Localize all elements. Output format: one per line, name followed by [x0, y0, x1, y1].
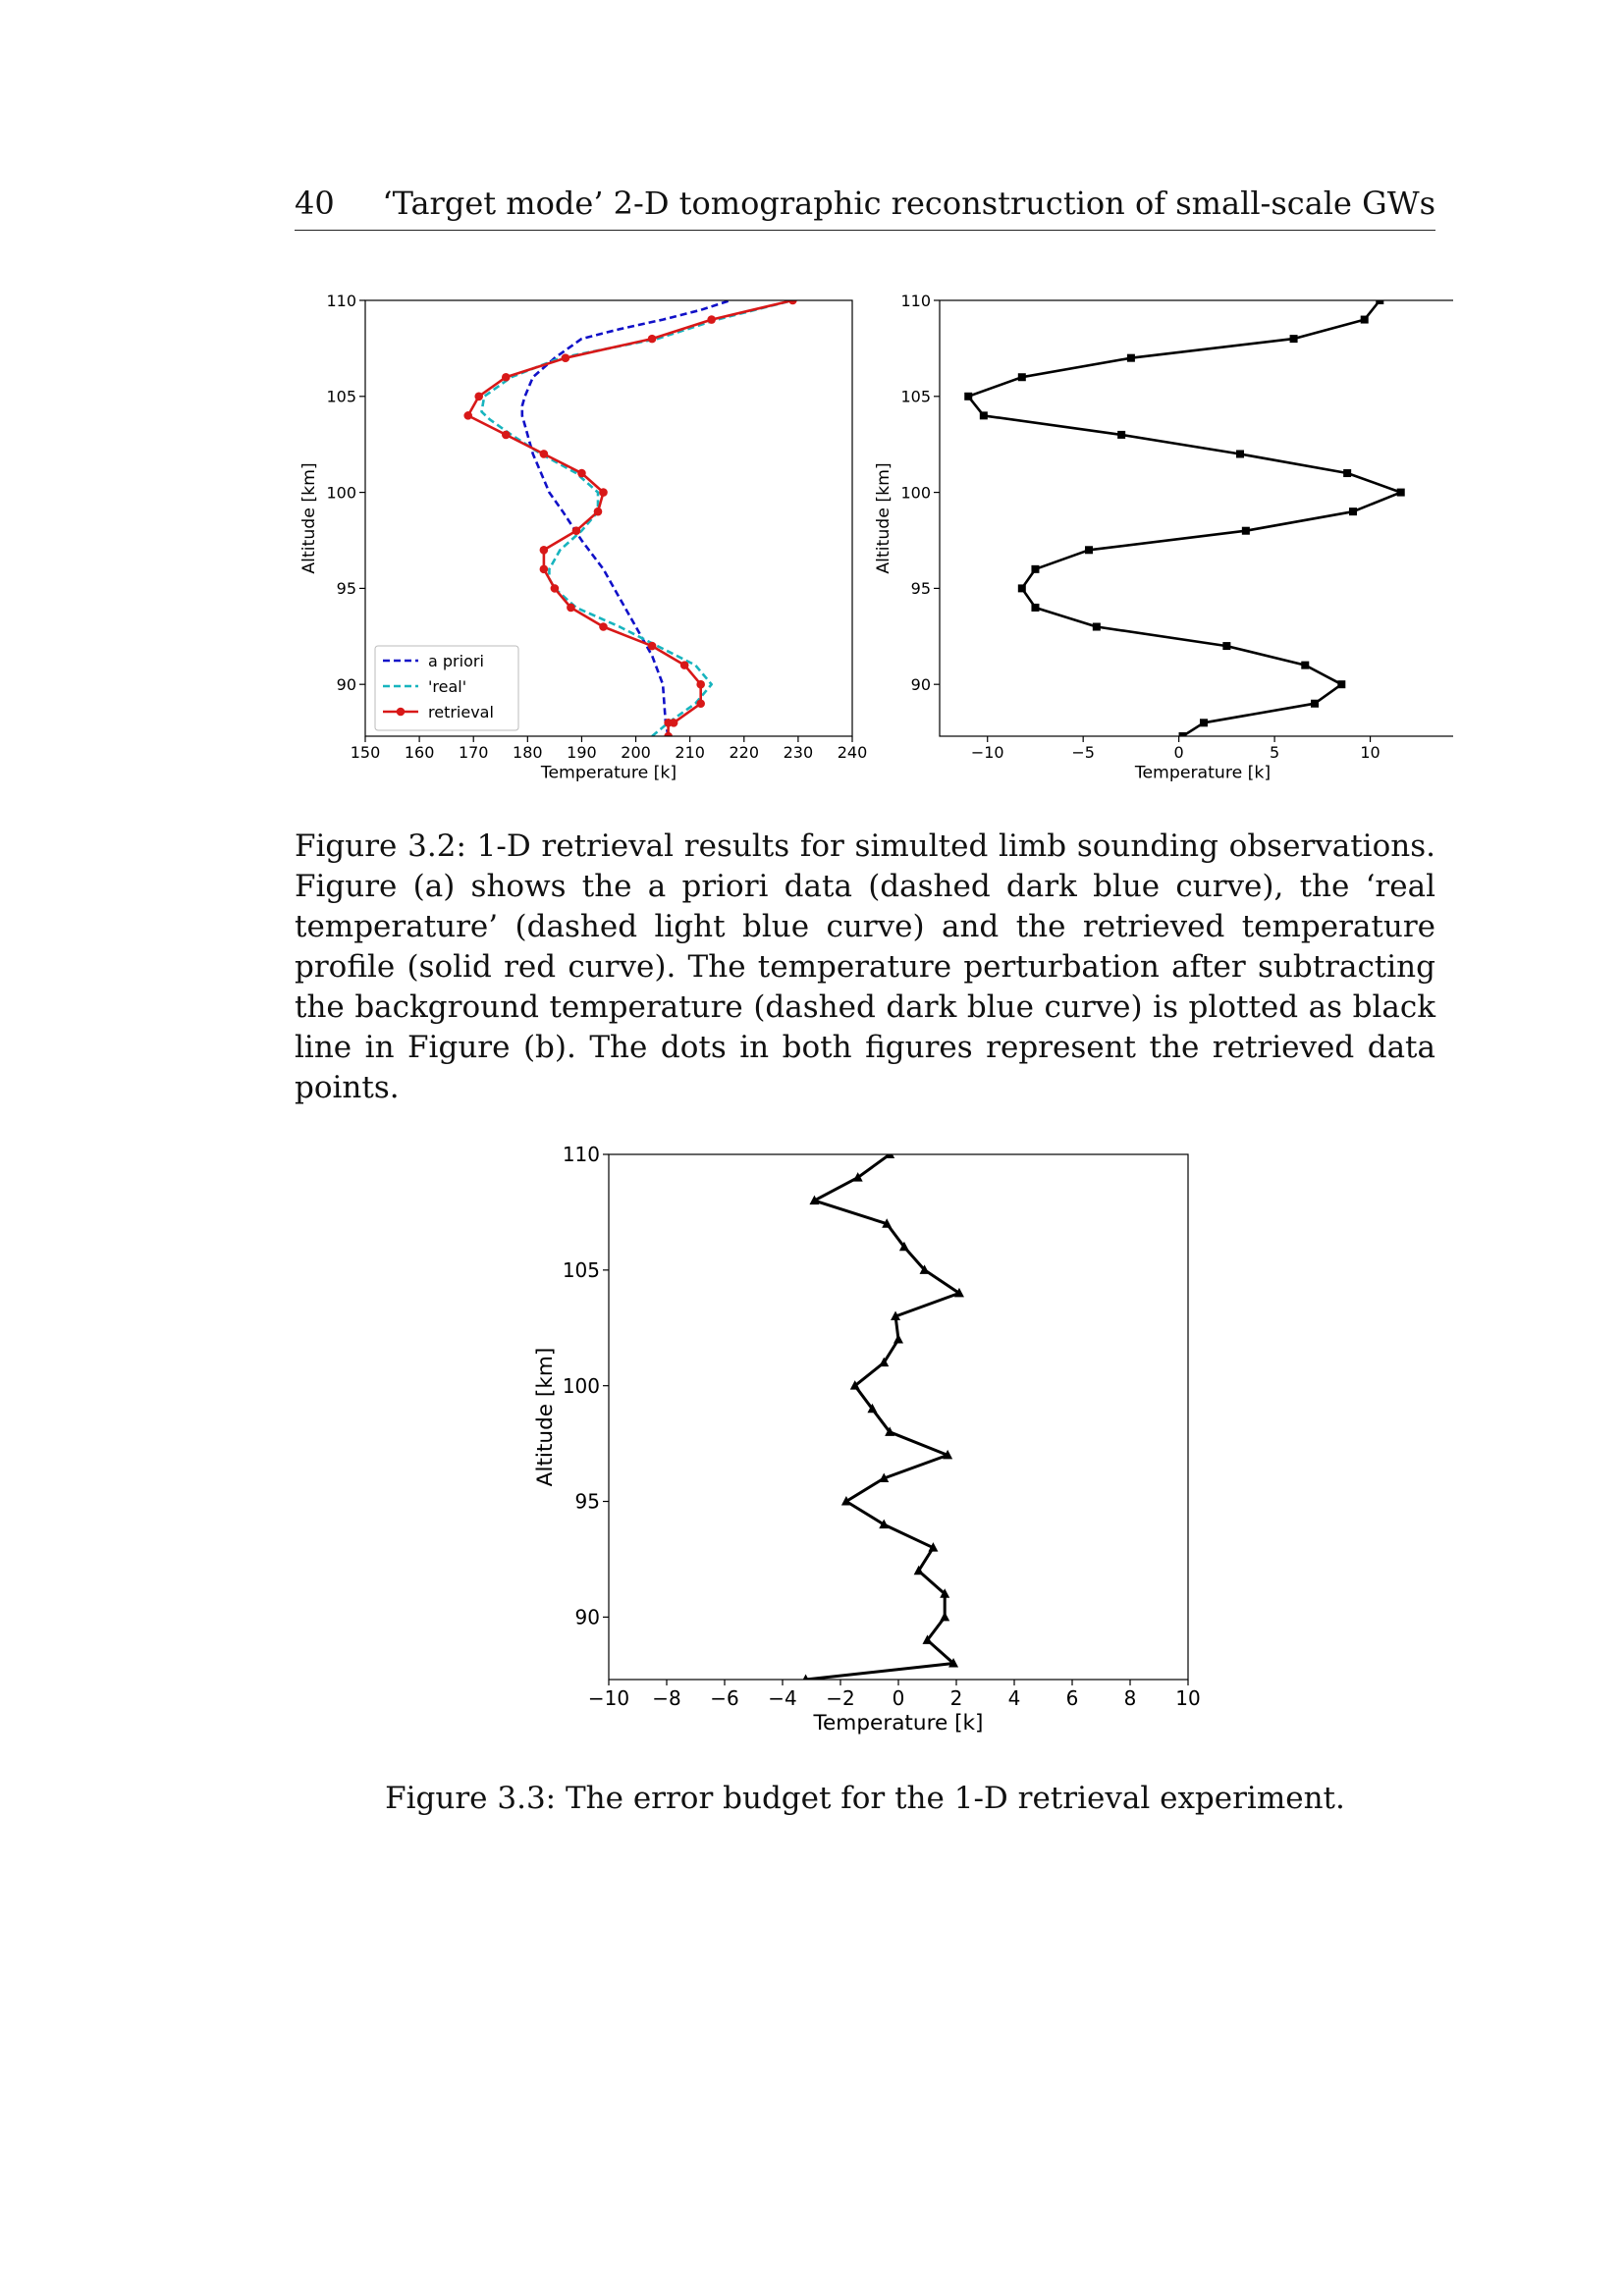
x-tick-label: 8 [1123, 1686, 1137, 1710]
x-tick-label: 160 [404, 743, 435, 762]
data-point [696, 699, 705, 708]
x-tick-label: 180 [513, 743, 543, 762]
legend-marker [397, 708, 406, 717]
data-point [599, 488, 608, 497]
data-point [567, 604, 575, 613]
y-tick-label: 90 [910, 674, 931, 694]
data-point [1200, 719, 1208, 726]
legend-label: retrieval [428, 702, 494, 721]
x-tick-label: −6 [710, 1686, 739, 1710]
x-tick-label: −8 [652, 1686, 681, 1710]
series-line [806, 1154, 959, 1680]
legend-label: 'real' [428, 676, 467, 696]
page-header [295, 185, 1435, 231]
y-tick-label: 105 [326, 387, 356, 406]
y-axis-label: Altitude [km] [299, 462, 319, 574]
x-tick-label: 230 [783, 743, 814, 762]
x-tick-label: 150 [350, 743, 381, 762]
data-point [1018, 584, 1026, 592]
data-point [1311, 700, 1319, 708]
page-number: 40 [295, 185, 335, 222]
plot-frame [609, 1154, 1188, 1680]
data-point [648, 335, 657, 344]
x-tick-label: −2 [826, 1686, 855, 1710]
data-point [1031, 565, 1039, 573]
x-tick-label: −10 [587, 1686, 630, 1710]
y-tick-label: 110 [326, 291, 356, 310]
data-point [964, 393, 972, 400]
data-point [1031, 604, 1039, 612]
data-point [707, 315, 716, 324]
data-point [1301, 662, 1309, 669]
data-point [502, 373, 511, 382]
y-tick-label: 90 [336, 674, 356, 694]
figure-3-2-caption: Figure 3.2: 1-D retrieval results for simulted limb sounding observations. Figure (a) shows the a priori data (dashed dark blue curve), the ‘real temperature’ (dashed light blue curve) and the retrieved temperature profile (solid red curve). The temperature perturbation after subtracting the background temperature (dashed dark blue curve) is plotted as black line in Figure (b). The dots in both figures represent the retrieved data points. [295, 828, 1435, 1105]
data-point [1290, 335, 1298, 343]
x-tick-label: −10 [970, 743, 1004, 762]
y-axis-label: Altitude [km] [533, 1347, 558, 1487]
x-tick-label: 170 [458, 743, 489, 762]
x-tick-label: 10 [1175, 1686, 1201, 1710]
y-tick-label: 105 [900, 387, 931, 406]
x-axis-label: Temperature [k] [813, 1711, 984, 1735]
data-point [540, 450, 549, 458]
y-tick-label: 110 [900, 291, 931, 310]
data-point [540, 546, 549, 555]
x-tick-label: 220 [729, 743, 760, 762]
data-point [980, 411, 988, 419]
data-point [696, 680, 705, 689]
figure-3-3-caption: Figure 3.3: The error budget for the 1-D retrieval experiment. [385, 1781, 1345, 1816]
y-tick-label: 100 [900, 483, 931, 503]
x-tick-label: 10 [1360, 743, 1380, 762]
x-tick-label: 6 [1065, 1686, 1079, 1710]
data-point [885, 1149, 894, 1159]
data-point [463, 411, 472, 420]
y-tick-label: 95 [574, 1489, 600, 1514]
data-point [670, 719, 678, 727]
x-tick-label: 200 [621, 743, 651, 762]
data-point [1085, 546, 1093, 554]
y-axis-label: Altitude [km] [874, 462, 893, 574]
plot-frame [940, 300, 1453, 736]
data-point [1222, 642, 1230, 650]
data-point [648, 642, 657, 651]
data-point [1397, 489, 1405, 497]
data-point [572, 526, 581, 535]
series-perturbation [964, 296, 1404, 740]
x-tick-label: 5 [1269, 743, 1280, 762]
x-axis-label: Temperature [k] [1134, 763, 1272, 783]
y-tick-label: 100 [326, 483, 356, 503]
data-point [1242, 527, 1250, 535]
data-point [1117, 431, 1125, 439]
data-point [1093, 623, 1101, 631]
running-title: ‘Target mode’ 2-D tomographic reconstruction of small-scale GWs [382, 185, 1435, 222]
data-point [599, 622, 608, 631]
legend [375, 646, 518, 730]
x-tick-label: 240 [837, 743, 868, 762]
data-point [1236, 450, 1244, 457]
series-line [968, 300, 1400, 736]
x-tick-label: 0 [1173, 743, 1184, 762]
x-tick-label: 2 [949, 1686, 963, 1710]
x-tick-label: 4 [1007, 1686, 1021, 1710]
figure-3-3-chart [520, 1129, 1227, 1757]
y-tick-label: 110 [562, 1143, 600, 1167]
data-point [1343, 469, 1351, 477]
figure-3-2b-chart [864, 285, 1453, 795]
y-tick-label: 100 [562, 1373, 600, 1398]
series-error-budget [801, 1149, 964, 1684]
data-point [893, 1334, 903, 1344]
legend-label: a priori [428, 651, 484, 670]
data-point [1361, 316, 1369, 324]
data-point [540, 565, 549, 574]
data-point [1349, 507, 1357, 515]
data-point [1018, 373, 1026, 381]
x-tick-label: −4 [768, 1686, 797, 1710]
data-point [1337, 680, 1345, 688]
x-axis-label: Temperature [k] [540, 763, 677, 783]
y-tick-label: 95 [336, 579, 356, 599]
data-point [680, 661, 689, 669]
data-point [1127, 354, 1135, 362]
x-tick-label: −5 [1071, 743, 1095, 762]
series-line [482, 300, 793, 736]
data-point [551, 584, 560, 593]
x-tick-label: 210 [675, 743, 705, 762]
data-point [594, 507, 603, 516]
data-point [562, 353, 570, 362]
data-point [502, 431, 511, 440]
x-tick-label: 190 [567, 743, 597, 762]
figure-3-2a-chart [285, 285, 893, 795]
data-point [474, 392, 483, 400]
data-point [577, 469, 586, 478]
data-point [940, 1612, 949, 1622]
y-tick-label: 105 [562, 1258, 600, 1283]
y-tick-label: 95 [910, 579, 931, 599]
x-tick-label: 0 [892, 1686, 905, 1710]
series--real- [482, 300, 793, 736]
y-tick-label: 90 [574, 1605, 600, 1629]
